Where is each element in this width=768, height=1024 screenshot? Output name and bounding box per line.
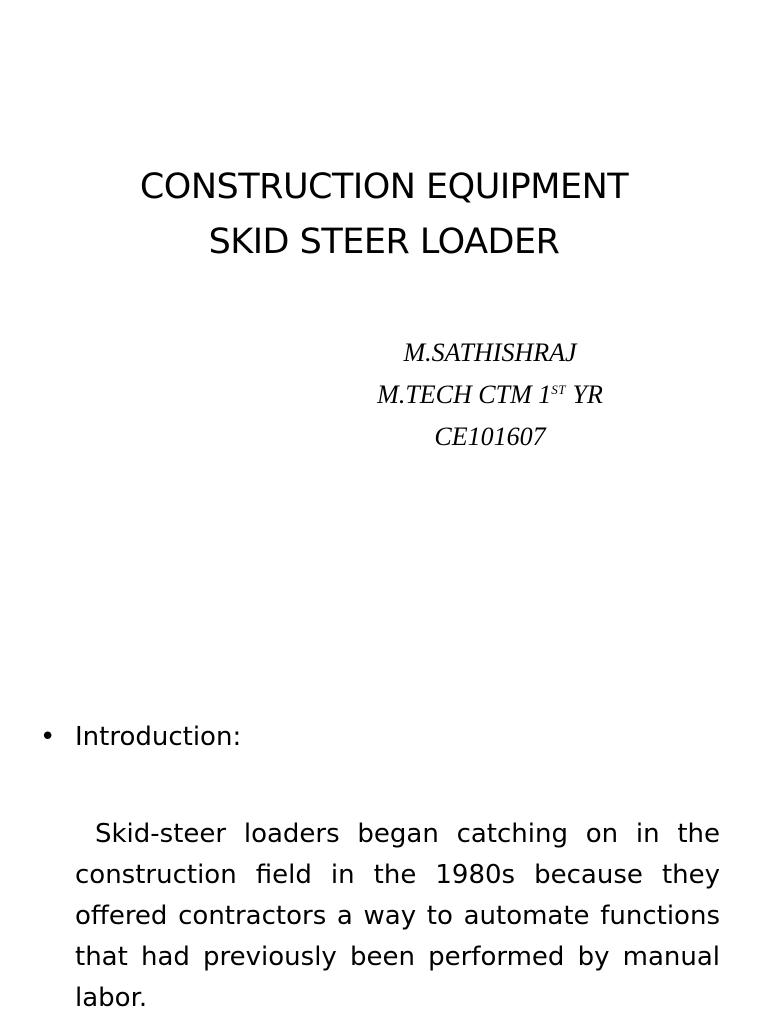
title-line-1: CONSTRUCTION EQUIPMENT [139,167,629,207]
slide-title [40,160,728,270]
course-line [300,374,680,416]
bullet-icon: • [40,722,56,752]
title-line-2: SKID STEER LOADER [208,222,560,262]
bullet-item [40,717,241,757]
author-name: M.SATHISHRAJ [403,338,577,367]
intro-paragraph: Skid-steer loaders began catching on in the construction field in the 1980s because they offered contractors a way to automate functions that had previously been performed by manual labor. [75,819,720,1013]
bullet-text: Introduction: [75,722,242,752]
course-prefix: M.TECH CTM 1 [377,380,552,409]
author-block [300,332,680,458]
course-suffix: YR [565,380,603,409]
roll-number: CE101607 [434,422,546,451]
course-superscript: ST [551,382,566,397]
